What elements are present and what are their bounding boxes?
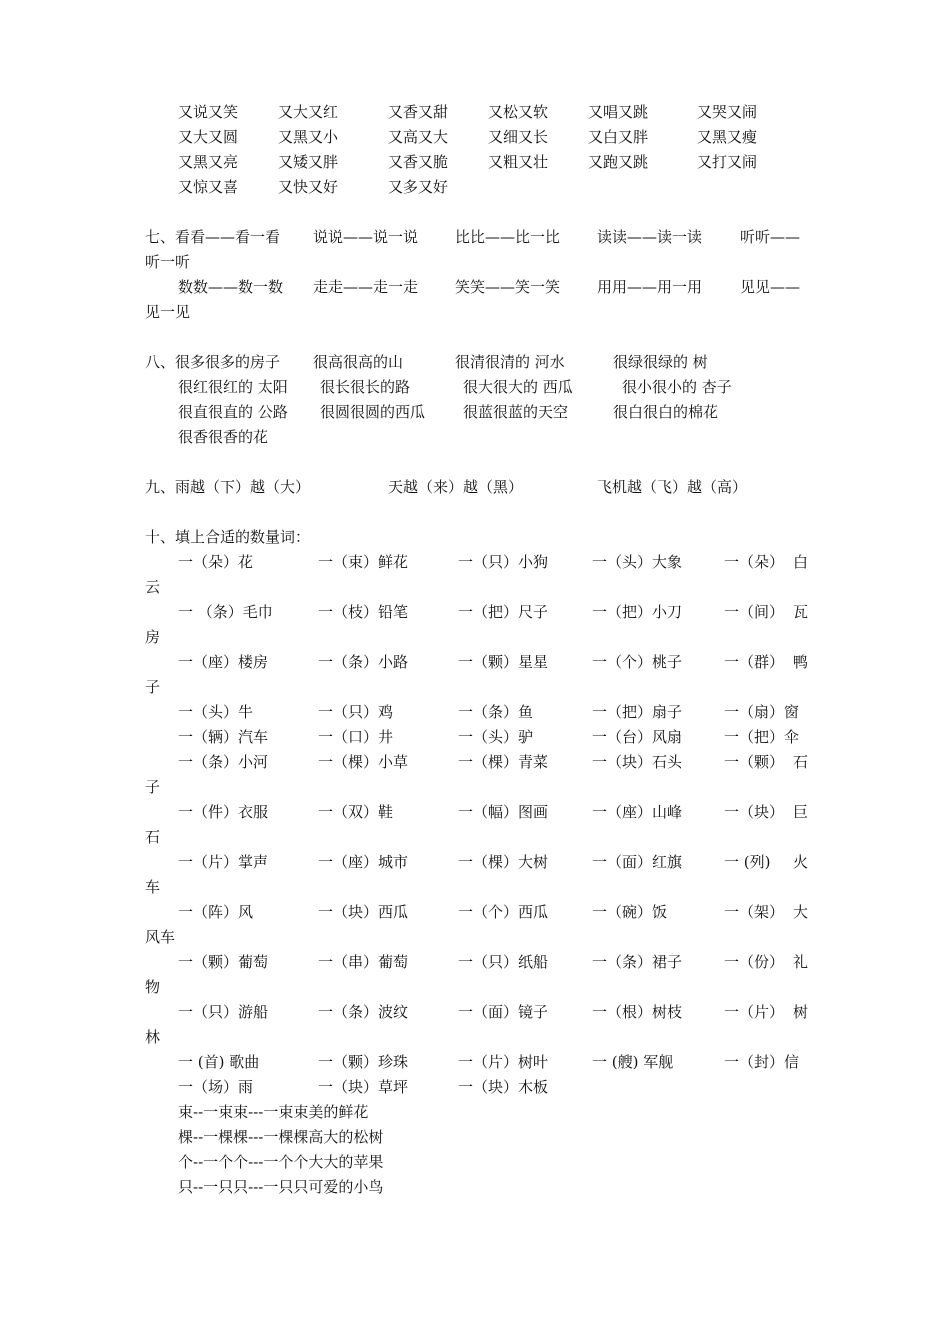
phrase: 听听—— xyxy=(740,228,801,246)
phrase: 又香又甜 xyxy=(388,103,449,121)
measure-word-item: 一（场）雨 xyxy=(178,1078,254,1096)
phrase: 飞机越（飞）越（高） xyxy=(597,478,748,496)
measure-word-item: 一 (列) 火 xyxy=(724,853,808,871)
measure-word-item: 一（根）树枝 xyxy=(592,1003,683,1021)
reduplication-phrase: 棵--一棵棵---一棵棵高大的松树 xyxy=(178,1128,384,1146)
s10-row-wrap: 林 xyxy=(145,1028,161,1046)
reduplication-phrase: 个--一个个---一个个大大的苹果 xyxy=(178,1153,384,1171)
phrase: 又说又笑 xyxy=(178,103,239,121)
phrase: 七、看看——看一看 xyxy=(145,228,281,246)
measure-word-item: 一（块） 巨 xyxy=(724,803,808,821)
phrase: 天越（来）越（黑） xyxy=(388,478,524,496)
measure-word-item: 一（把）伞 xyxy=(724,728,800,746)
phrase: 很蓝很蓝的天空 xyxy=(463,403,569,421)
measure-word-item: 一（只）小狗 xyxy=(458,553,549,571)
measure-word-item: 一（头）牛 xyxy=(178,703,254,721)
phrase: 又细又长 xyxy=(488,128,549,146)
phrase: 又黑又瘦 xyxy=(697,128,758,146)
reduplication-phrase: 束--一束束---一束束美的鲜花 xyxy=(178,1103,369,1121)
phrase: 又香又脆 xyxy=(388,153,449,171)
s10-row-wrap: 子 xyxy=(145,778,161,796)
measure-word-item: 一（座）楼房 xyxy=(178,653,269,671)
measure-word-item: 一（条）鱼 xyxy=(458,703,534,721)
phrase: 很白很白的棉花 xyxy=(613,403,719,421)
measure-word-item: 一（颗）葡萄 xyxy=(178,953,269,971)
phrase: 很大很大的 西瓜 xyxy=(463,378,573,396)
measure-word-item: 一（幅）图画 xyxy=(458,803,549,821)
phrase: 又打又闹 xyxy=(697,153,758,171)
phrase: 又矮又胖 xyxy=(278,153,339,171)
s10-row-wrap: 车 xyxy=(145,878,161,896)
measure-word-item: 一（座）城市 xyxy=(318,853,409,871)
measure-word-item: 一（只）鸡 xyxy=(318,703,394,721)
measure-word-item: 一（块）西瓜 xyxy=(318,903,409,921)
s10-row-wrap: 房 xyxy=(145,628,161,646)
s10-row-wrap: 物 xyxy=(145,978,161,996)
measure-word-item: 一（碗）饭 xyxy=(592,903,668,921)
measure-word-item: 一（棵）青菜 xyxy=(458,753,549,771)
measure-word-item: 一（枝）铅笔 xyxy=(318,603,409,621)
measure-word-item: 一（个）西瓜 xyxy=(458,903,549,921)
measure-word-item: 一（双）鞋 xyxy=(318,803,394,821)
measure-word-item: 一（口）井 xyxy=(318,728,394,746)
measure-word-item: 一（朵） 白 xyxy=(724,553,808,571)
measure-word-item: 一（座）山峰 xyxy=(592,803,683,821)
phrase: 用用——用一用 xyxy=(597,278,703,296)
phrase: 又大又圆 xyxy=(178,128,239,146)
phrase: 很香很香的花 xyxy=(178,428,269,446)
measure-word-item: 一（片）掌声 xyxy=(178,853,269,871)
measure-word-item: 一（颗）珍珠 xyxy=(318,1053,409,1071)
measure-word-item: 一（块）木板 xyxy=(458,1078,549,1096)
measure-word-item: 一（束）鲜花 xyxy=(318,553,409,571)
measure-word-item: 一（面）镜子 xyxy=(458,1003,549,1021)
s7-line-2-wrap: 见一见 xyxy=(145,303,191,321)
measure-word-item: 一（条）波纹 xyxy=(318,1003,409,1021)
measure-word-item: 一（只）游船 xyxy=(178,1003,269,1021)
measure-word-item: 一（片） 树 xyxy=(724,1003,808,1021)
phrase: 又白又胖 xyxy=(588,128,649,146)
measure-word-item: 一（块）石头 xyxy=(592,753,683,771)
phrase: 说说——说一说 xyxy=(313,228,419,246)
measure-word-item: 一（件）衣服 xyxy=(178,803,269,821)
phrase: 又高又大 xyxy=(388,128,449,146)
phrase: 很圆很圆的西瓜 xyxy=(320,403,426,421)
phrase: 又大又红 xyxy=(278,103,339,121)
measure-word-item: 一（条）小河 xyxy=(178,753,269,771)
measure-word-item: 一（面）红旗 xyxy=(592,853,683,871)
phrase: 八、很多很多的房子 xyxy=(145,353,281,371)
measure-word-item: 一（扇）窗 xyxy=(724,703,800,721)
phrase: 又多又好 xyxy=(388,178,449,196)
phrase: 笑笑——笑一笑 xyxy=(455,278,561,296)
measure-word-item: 一（间） 瓦 xyxy=(724,603,808,621)
measure-word-item: 一（把）尺子 xyxy=(458,603,549,621)
s10-row-wrap: 云 xyxy=(145,578,161,596)
measure-word-item: 一（头）大象 xyxy=(592,553,683,571)
measure-word-item: 一（阵）风 xyxy=(178,903,254,921)
phrase: 很高很高的山 xyxy=(313,353,404,371)
phrase: 又粗又壮 xyxy=(488,153,549,171)
phrase: 又黑又亮 xyxy=(178,153,239,171)
measure-word-item: 一（群） 鸭 xyxy=(724,653,808,671)
phrase: 又松又软 xyxy=(488,103,549,121)
measure-word-item: 一（个）桃子 xyxy=(592,653,683,671)
phrase: 九、雨越（下）越（大） xyxy=(145,478,311,496)
s10-row-wrap: 风车 xyxy=(145,928,176,946)
phrase: 很直很直的 公路 xyxy=(178,403,288,421)
phrase: 比比——比一比 xyxy=(455,228,561,246)
measure-word-item: 一（棵）小草 xyxy=(318,753,409,771)
phrase: 走走——走一走 xyxy=(313,278,419,296)
phrase: 又跑又跳 xyxy=(588,153,649,171)
measure-word-item: 一（颗） 石 xyxy=(724,753,808,771)
phrase: 又唱又跳 xyxy=(588,103,649,121)
measure-word-item: 一（份） 礼 xyxy=(724,953,808,971)
phrase: 很清很清的 河水 xyxy=(455,353,565,371)
measure-word-item: 一（条）裙子 xyxy=(592,953,683,971)
measure-word-item: 一（台）风扇 xyxy=(592,728,683,746)
s10-row-wrap: 石 xyxy=(145,828,161,846)
measure-word-item: 一（颗）星星 xyxy=(458,653,549,671)
phrase: 又黑又小 xyxy=(278,128,339,146)
phrase: 数数——数一数 xyxy=(178,278,284,296)
s7-line-1-wrap: 听一听 xyxy=(145,253,191,271)
measure-word-item: 一（块）草坪 xyxy=(318,1078,409,1096)
phrase: 读读——读一读 xyxy=(597,228,703,246)
phrase: 很长很长的路 xyxy=(320,378,411,396)
measure-word-item: 一（棵）大树 xyxy=(458,853,549,871)
reduplication-phrase: 只--一只只---一只只可爱的小鸟 xyxy=(178,1178,384,1196)
s10-title: 十、填上合适的数量词： xyxy=(145,528,311,546)
phrase: 又快又好 xyxy=(278,178,339,196)
measure-word-item: 一（只）纸船 xyxy=(458,953,549,971)
phrase: 又哭又闹 xyxy=(697,103,758,121)
s10-row-wrap: 子 xyxy=(145,678,161,696)
measure-word-item: 一（头）驴 xyxy=(458,728,534,746)
measure-word-item: 一 (艘) 军舰 xyxy=(592,1053,674,1071)
measure-word-item: 一（朵）花 xyxy=(178,553,254,571)
measure-word-item: 一（串）葡萄 xyxy=(318,953,409,971)
phrase: 很小很小的 杏子 xyxy=(622,378,732,396)
measure-word-item: 一（把）扇子 xyxy=(592,703,683,721)
measure-word-item: 一（辆）汽车 xyxy=(178,728,269,746)
measure-word-item: 一（封）信 xyxy=(724,1053,800,1071)
phrase: 又惊又喜 xyxy=(178,178,239,196)
measure-word-item: 一 (首) 歌曲 xyxy=(178,1053,260,1071)
phrase: 很绿很绿的 树 xyxy=(613,353,708,371)
phrase: 很红很红的 太阳 xyxy=(178,378,288,396)
measure-word-item: 一（条）小路 xyxy=(318,653,409,671)
measure-word-item: 一（片）树叶 xyxy=(458,1053,549,1071)
measure-word-item: 一（把）小刀 xyxy=(592,603,683,621)
phrase: 见见—— xyxy=(740,278,801,296)
measure-word-item: 一（架） 大 xyxy=(724,903,808,921)
measure-word-item: 一 （条）毛巾 xyxy=(178,603,273,621)
